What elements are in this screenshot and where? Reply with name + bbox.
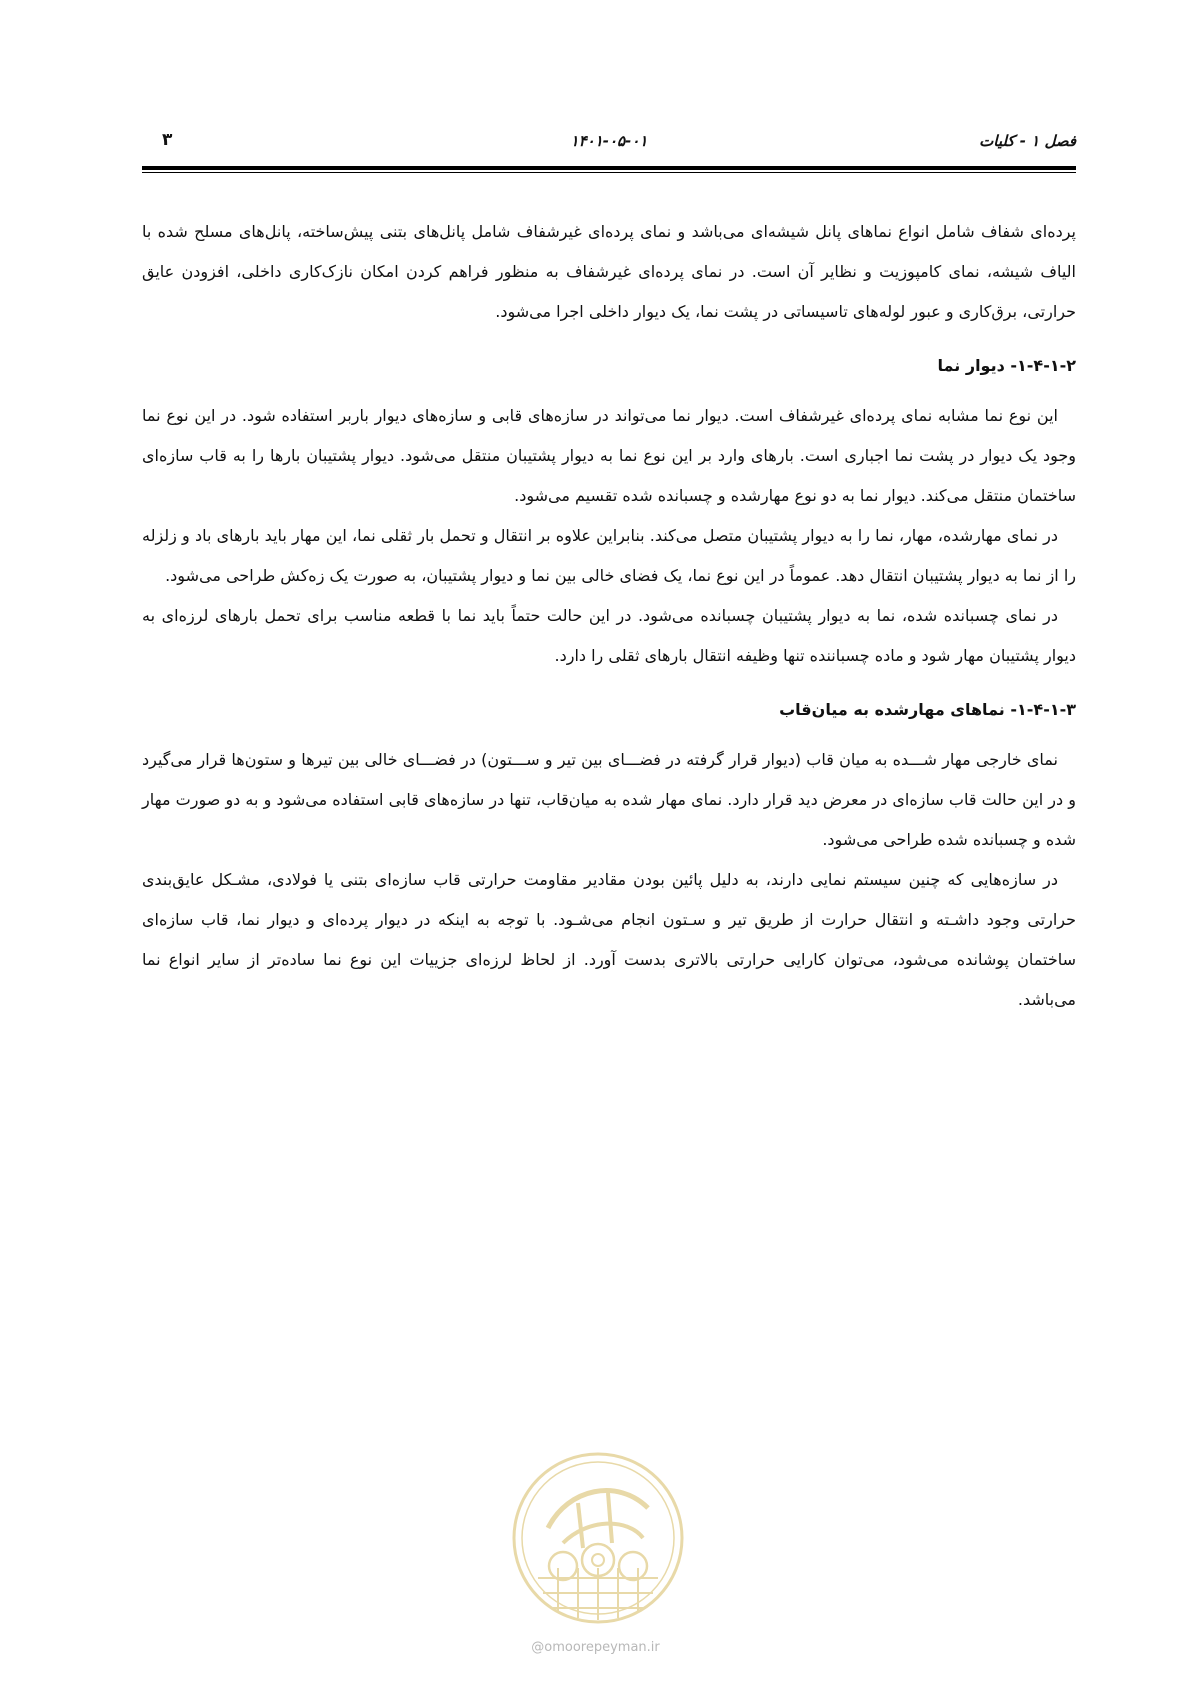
paragraph: در سازه‌هایی که چنین سیستم نمایی دارند، به دلیل پائین بودن مقادیر مقاومت حرارتی قاب سازه‌ای بتنی یا فولادی، مشـکل عایق‌بندی حرارتی وجود داشـته و انتقال حرارت از طریق تیر و سـتون انجام می‌شـود. با توجه به اینکه در دیوار پرده‌ای و دیوار نما، قاب سازه‌ای ساختمان پوشانده می‌شود، می‌توان کارایی حرارتی بالاتری بدست آورد. از لحاظ لرزه‌ای جزییات این نوع نما ساده‌تر از سایر انواع نما می‌باشد. (142, 870, 1076, 1009)
logo-url: @omoorepeyman.ir (531, 1640, 660, 1655)
document-date: ۱۴۰۱-۰۵-۰۱ (570, 132, 648, 150)
section-heading: ۱-۴-۱-۳- نماهای مهارشده به میان‌قاب (779, 700, 1076, 719)
omoore-peyman-logo-icon (508, 1448, 688, 1628)
header-rule-thin (142, 172, 1076, 173)
paragraph: در نمای چسبانده شده، نما به دیوار پشتیبان چسبانده می‌شود. در این حالت حتماً باید نما با قطعه مناسب برای تحمل بارهای لرزه‌ای به دیوار پشتیبان مهار شود و ماده چسباننده تنها وظیفه انتقال بارهای ثقلی را دارد. (142, 606, 1076, 665)
paragraph: پرده‌ای شفاف شامل انواع نماهای پانل شیشه‌ای می‌باشد و نمای پرده‌ای غیرشفاف شامل پانل‌های بتنی پیش‌ساخته، پانل‌های مسلح شده با الیاف شیشه، نمای کامپوزیت و نظایر آن است. در نمای پرده‌ای غیرشفاف به منظور فراهم کردن امکان نازک‌کاری داخلی، افزودن عایق حرارتی، برق‌کاری و عبور لوله‌های تاسیساتی در پشت نما، یک دیوار داخلی اجرا می‌شود. (142, 222, 1076, 321)
chapter-title: فصل ۱ - کلیات (979, 132, 1076, 150)
header-rule-thick (142, 166, 1076, 170)
section-heading: ۱-۴-۱-۲- دیوار نما (937, 356, 1076, 375)
paragraph: نمای خارجی مهار شـــده به میان قاب (دیوار قرار گرفته در فضـــای بین تیر و ســـتون) در فضـــای خالی بین تیرها و ستون‌ها قرار می‌گیرد و در این حالت قاب سازه‌ای در معرض دید قرار دارد. نمای مهار شده به میان‌قاب، تنها در سازه‌های قابی استفاده می‌شود و به دو صورت مهار شده و چسبانده شده طراحی می‌شود. (142, 750, 1076, 849)
document-body (142, 212, 1076, 1020)
page-header (142, 124, 1076, 164)
page-number: ۳ (162, 130, 173, 150)
paragraph: این نوع نما مشابه نمای پرده‌ای غیرشفاف است. دیوار نما می‌تواند در سازه‌های قابی و سازه‌های دیوار باربر استفاده شود. در این نوع نما وجود یک دیوار در پشت نما اجباری است. بارهای وارد بر این نوع نما به دیوار پشتیبان منتقل می‌شود. دیوار پشتیبان بارها را به قاب سازه‌ای ساختمان منتقل می‌کند. دیوار نما به دو نوع مهارشده و چسبانده شده تقسیم می‌شود. (142, 406, 1076, 505)
paragraph: در نمای مهارشده، مهار، نما را به دیوار پشتیبان متصل می‌کند. بنابراین علاوه بر انتقال و تحمل بار ثقلی نما، این مهار باید بارهای باد و زلزله را از نما به دیوار پشتیبان انتقال دهد. عموماً در این نوع نما، یک فضای خالی بین نما و دیوار پشتیبان، به صورت یک زه‌کش طراحی می‌شود. (142, 526, 1076, 585)
